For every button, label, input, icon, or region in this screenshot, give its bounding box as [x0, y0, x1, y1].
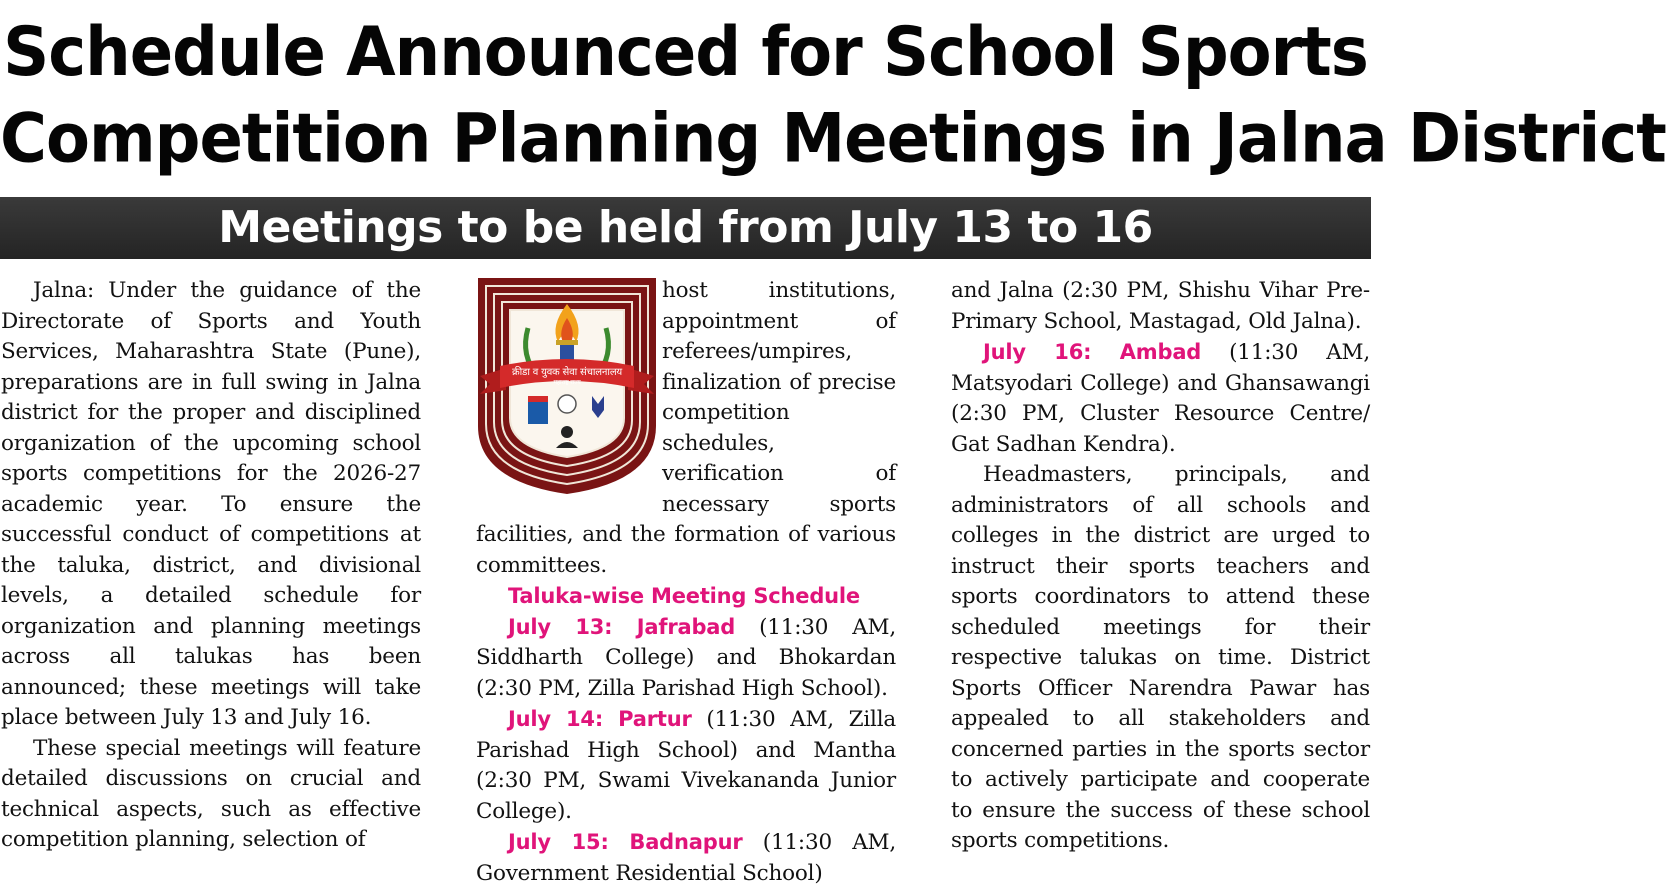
- schedule-item-july-14: [476, 704, 896, 827]
- schedule-item-text: (11:30 AM, Government Residential School): [476, 830, 896, 886]
- logo-banner-text: क्रीडा व युवक सेवा संचालनालय: [511, 367, 623, 378]
- article-column-1: [1, 276, 421, 856]
- logo-sub-text: महाराष्ट्र राज्य: [553, 379, 581, 386]
- paragraph-intro: Jalna: Under the guidance of the Directorate of Sports and Youth Services, Maharashtra State (Pune), preparations are in full swing in Jalna district for the proper and disciplined organization of the upcoming school sports competitions for the 2026-27 academic year. To ensure the successful conduct of competitions at the taluka, district, and divisional levels, a detailed schedule for organization and planning meetings across all talukas has been announced; these meetings will take place between July 13 and July 16.: [1, 278, 421, 730]
- directorate-logo: [476, 276, 658, 496]
- article-column-3: [951, 276, 1370, 857]
- article-column-2: [476, 276, 896, 889]
- subheadline: Meetings to be held from July 13 to 16: [218, 202, 1153, 253]
- schedule-item-text: (11:30 AM, Zilla Parishad High School) and Mantha (2:30 PM, Swami Vivekananda Junior College).: [476, 707, 896, 824]
- paragraph-discussions: These special meetings will feature detailed discussions on crucial and technical aspects, such as effective competition planning, selection of: [1, 735, 421, 852]
- paragraph-continuation: and Jalna (2:30 PM, Shishu Vihar Pre-Primary School, Mastagad, Old Jalna).: [951, 278, 1370, 334]
- schedule-date-label: July 14: Partur: [508, 707, 692, 731]
- schedule-heading: Taluka-wise Meeting Schedule: [508, 584, 860, 608]
- schedule-item-text: (11:30 AM, Siddharth College) and Bhokardan (2:30 PM, Zilla Parishad High School).: [476, 614, 896, 701]
- headline-line-2: Competition Planning Meetings in Jalna District: [0, 100, 1666, 179]
- schedule-date-label: July 16: Ambad: [983, 340, 1202, 364]
- paragraph-aspects: host institutions, appointment of referees/umpires, finalization of precise competition schedules, verification of necessary sports facilities, and the formation of various committees.: [476, 278, 896, 578]
- schedule-item-july-16: [951, 337, 1370, 460]
- headline-line-1: Schedule Announced for School Sports: [3, 13, 1368, 92]
- paragraph-appeal: Headmasters, principals, and administrators of all schools and colleges in the district are urged to instruct their sports teachers and sports coordinators to attend these scheduled meetings for their respective talukas on time. District Sports Officer Narendra Pawar has appealed to all stakeholders and concerned parties in the sports sector to actively participate and cooperate to ensure the success of these school sports competitions.: [951, 462, 1370, 853]
- schedule-item-july-15: [476, 827, 896, 889]
- schedule-item-text: (11:30 AM, Matsyodari College) and Ghansawangi (2:30 PM, Cluster Resource Centre/ Gat Sadhan Kendra).: [951, 340, 1370, 457]
- schedule-date-label: July 15: Badnapur: [508, 830, 743, 854]
- subheadline-bar: [0, 197, 1371, 259]
- headline: [0, 9, 1666, 183]
- schedule-date-label: July 13: Jafrabad: [508, 614, 736, 639]
- schedule-item-july-13: [476, 612, 896, 705]
